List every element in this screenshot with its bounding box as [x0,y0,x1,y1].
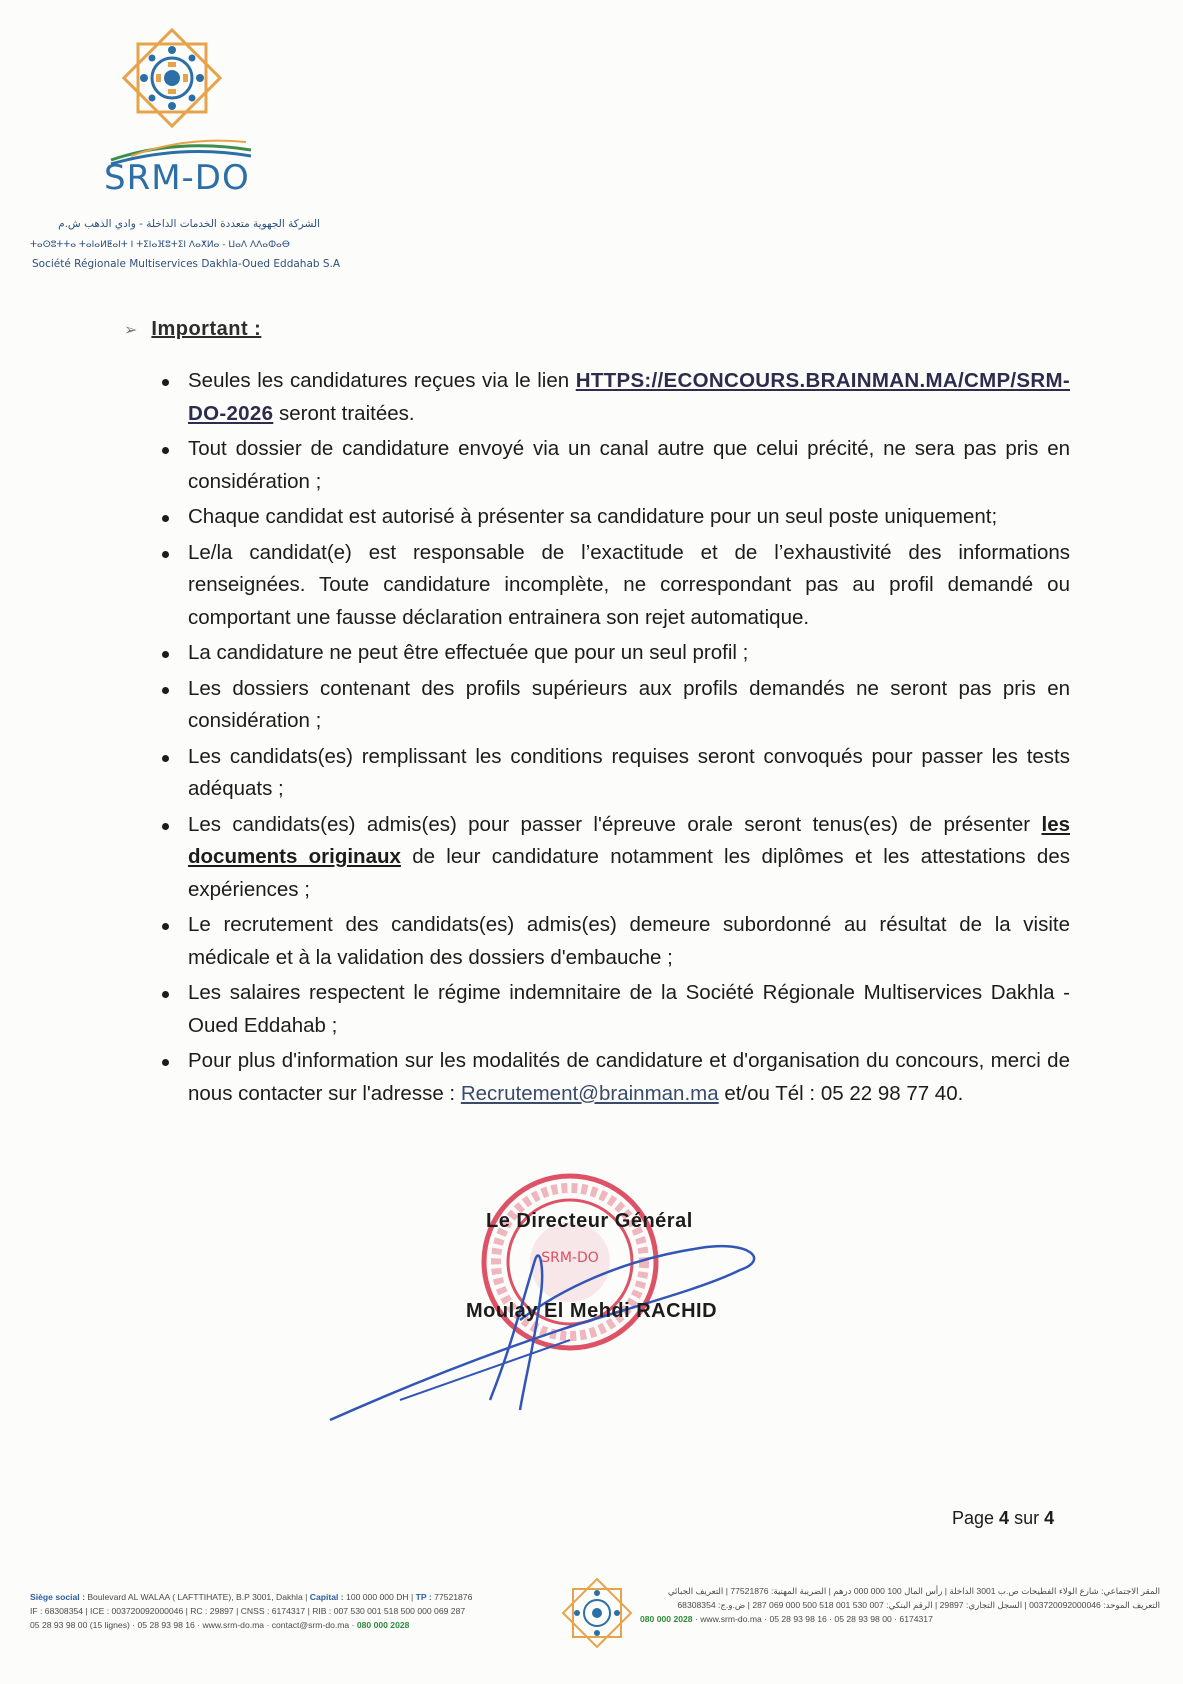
footer-right-line1: المقر الاجتماعي: شارع الولاء الفطيحات ص.ب 3001 الداخلة | رأس المال 100 000 000 درهم | الضريبة المهنية: 77521876 | التعريف الجبائي [667,1586,1160,1596]
logo-tifinagh-name: ⵜⴰⵙⵓⵜⵜⴰ ⵜⴰⵏⴰⵍⵟⴰⵏⵜ ⵏ ⵜⵉⵏⴰⴼⵓⵜⵉⵏ ⴷⴰⵅⵍⴰ - ⵡⴰⴷ ⴷⴷⴰⵀⴰⴱ [30,240,290,250]
footer-right-line3 [640,1612,1160,1626]
footer-right [640,1584,1160,1626]
logo-wordmark: SRM-DO [104,158,250,198]
important-list [158,365,1070,1113]
item-text: et/ou Tél : 05 22 98 77 40. [718,1081,964,1105]
item-text: Les candidats(es) admis(es) pour passer l'épreuve orale seront tenus(es) de présenter [188,812,1042,836]
list-item: Les candidats(es) remplissant les conditions requises seront convoqués pour passer les tests adéquats ; [158,741,1070,806]
list-item: Les salaires respectent le régime indemnitaire de la Société Régionale Multiservices Dakhla - Oued Eddahab ; [158,977,1070,1042]
footer-label: Siège social : [30,1592,85,1602]
footer-contacts: · www.srm-do.ma · 05 28 93 98 16 · 05 28 93 98 00 · 6174317 [692,1614,933,1624]
list-item: Les dossiers contenant des profils supérieurs aux profils demandés ne seront pas pris en considération ; [158,673,1070,738]
important-heading-text: Important : [151,318,262,340]
footer-text: 100 000 000 DH | [343,1592,416,1602]
application-link[interactable]: HTTPS://ECONCOURS.BRAINMAN.MA/CMP/SRM-DO-2026 [188,369,1070,425]
handwritten-signature-icon [320,1230,820,1430]
footer-contacts: 05 28 93 98 00 (15 lignes) · 05 28 93 98 16 · www.srm-do.ma · contact@srm-do.ma · [30,1620,355,1630]
list-item [158,809,1070,907]
list-item: Le recrutement des candidats(es) admis(es) demeure subordonné au résultat de la visite médicale et à la validation des dossiers d'embauche ; [158,909,1070,974]
footer-phone: 080 000 2028 [640,1614,693,1624]
logo-french-name: Société Régionale Multiservices Dakhla-Oued Eddahab S.A [32,258,341,270]
footer-right-line2: التعريف الموحد: 003720092000046 | السجل التجاري: 29897 | الرقم البنكي: 007 530 001 518 500 000 069 287 | ض.و.ج: 68308354 [677,1600,1160,1610]
svg-text:SRM-DO: SRM-DO [541,1250,599,1266]
item-text: de leur candidature notamment les diplômes et les attestations des expériences ; [188,845,1070,901]
footer-text: 77521876 [431,1592,473,1602]
item-text: Seules les candidatures reçues via le lien [188,369,576,392]
footer-label: TP : [415,1592,432,1602]
original-documents-emphasis: les documents originaux [188,812,1070,868]
list-item: Tout dossier de candidature envoyé via un canal autre que celui précité, ne sera pas pris en considération ; [158,433,1070,498]
footer-phone: 080 000 2028 [356,1620,410,1630]
list-item: Chaque candidat est autorisé à présenter sa candidature pour un seul poste uniquement; [158,501,1070,534]
item-text: seront traitées. [273,401,415,425]
logo-emblem-icon [122,28,222,128]
footer-left-line1 [30,1590,570,1604]
list-item: La candidature ne peut être effectuée que pour un seul profil ; [158,637,1070,670]
footer-text: Boulevard AL WALAA ( LAFTTIHATE), B.P 3001, Dakhla | [84,1592,310,1602]
signatory-title: Le Directeur Général [486,1210,693,1232]
contact-email-link[interactable]: Recrutement@brainman.ma [460,1081,719,1105]
footer-left-line2: IF : 68308354 | ICE : 003720092000046 | RC : 29897 | CNSS : 6174317 | RIB : 007 530 001 518 500 000 069 287 [30,1606,466,1616]
page-prefix: Page [952,1508,1000,1528]
important-heading [124,318,261,341]
signatory-name: Moulay El Mehdi RACHID [466,1300,718,1322]
logo-arabic-name: الشركة الجهوية متعددة الخدمات الداخلة - وادي الذهب ش.م [58,218,320,230]
list-item [158,1045,1070,1110]
page-total: 4 [1044,1508,1055,1528]
item-text: Pour plus d'information sur les modalités de candidature et d'organisation du concours, merci de nous contacter sur l'adresse : [188,1049,1070,1105]
list-item [158,365,1070,430]
page-middle: sur [1009,1508,1045,1528]
footer-label: Capital : [309,1592,344,1602]
footer-emblem-icon [562,1578,632,1648]
footer-left [30,1590,570,1632]
list-item: Le/la candidat(e) est responsable de l’exactitude et de l’exhaustivité des informations renseignées. Toute candidature incomplète, ne correspondant pas au profil demandé ou comportant une fausse déclaration entrainera son rejet automatique. [158,537,1070,635]
footer-left-line3 [30,1618,570,1632]
page-number [952,1508,1054,1529]
arrow-bullet-icon: ➢ [124,321,138,339]
page-current: 4 [999,1508,1010,1528]
